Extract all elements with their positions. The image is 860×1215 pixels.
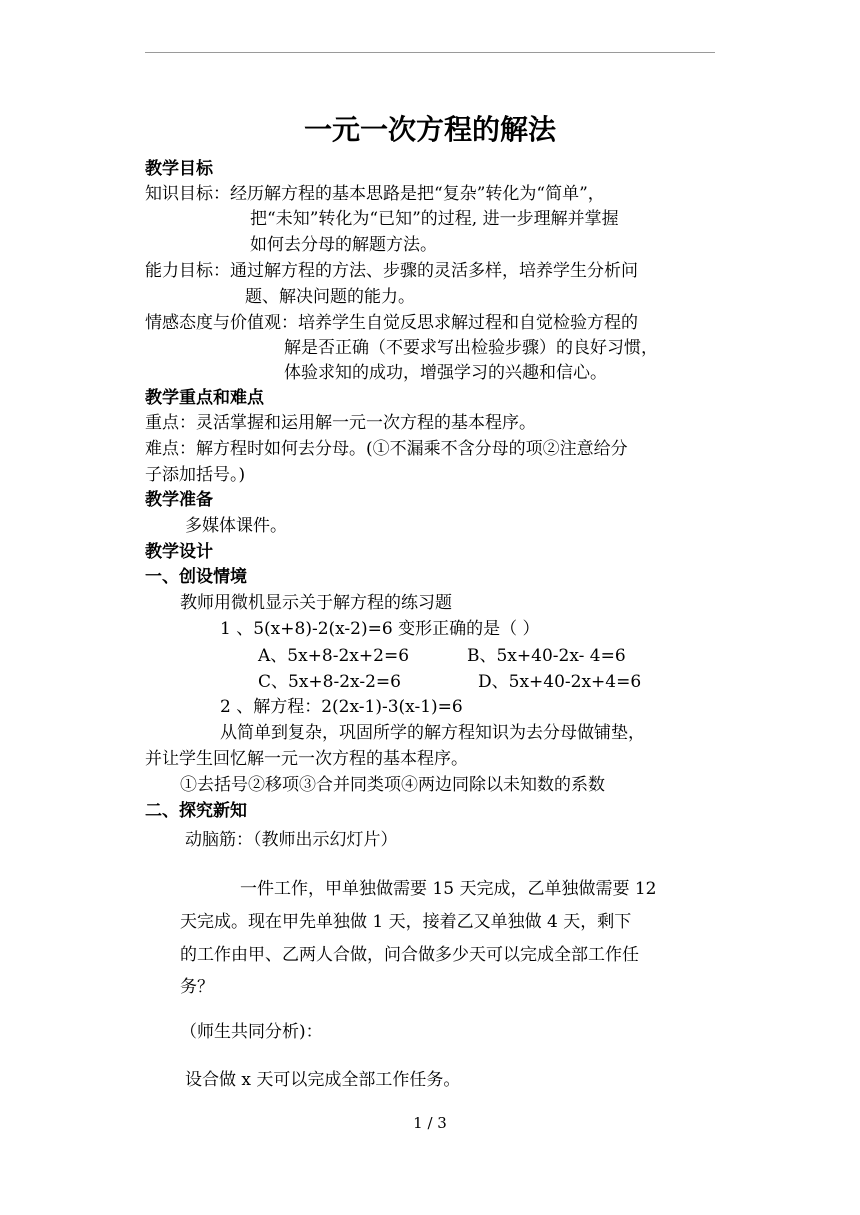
problem-line-3: 的工作由甲、乙两人合做，问合做多少天可以完成全部工作任 (180, 945, 639, 965)
section-1-heading: 一、创设情境 (145, 567, 247, 587)
explanation-line-1: 从简单到复杂，巩固所学的解方程知识为去分母做铺垫， (220, 723, 645, 743)
problem-line-4: 务？ (180, 977, 214, 997)
option-c: C、5x+8-2x-2=6 (258, 672, 401, 692)
knowledge-goal-line-3: 如何去分母的解题方法。 (250, 235, 437, 255)
knowledge-goal-line-1: 知识目标：经历解方程的基本思路是把“复杂”转化为“简单”， (145, 184, 605, 204)
option-b: B、5x+40-2x- 4=6 (467, 646, 626, 666)
document-title: 一元一次方程的解法 (303, 113, 556, 146)
difficulty-line-2: 子添加括号。) (145, 465, 246, 485)
heading-key-points: 教学重点和难点 (145, 388, 264, 408)
assumption-line: 设合做 x 天可以完成全部工作任务。 (185, 1070, 461, 1090)
attitude-goal-line-3: 体验求知的成功，增强学习的兴趣和信心。 (284, 363, 607, 383)
analysis-label: （师生共同分析)： (180, 1022, 323, 1042)
difficulty-line-1: 难点：解方程时如何去分母。(①不漏乘不含分母的项②注意给分 (145, 439, 628, 459)
option-a: A、5x+8-2x+2=6 (258, 646, 410, 666)
page-number: 1 / 3 (413, 1114, 447, 1132)
exercise-1: 1 、5(x+8)-2(x-2)=6 变形正确的是（ ） (220, 619, 540, 639)
procedure-steps: ①去括号②移项③合并同类项④两边同除以未知数的系数 (180, 775, 605, 795)
ability-goal-line-1: 能力目标：通过解方程的方法、步骤的灵活多样，培养学生分析问 (145, 261, 638, 281)
key-point-line: 重点：灵活掌握和运用解一元一次方程的基本程序。 (145, 413, 536, 433)
problem-line-1: 一件工作，甲单独做需要 15 天完成，乙单独做需要 12 (240, 879, 657, 899)
ability-goal-line-2: 题、解决问题的能力。 (245, 287, 415, 307)
knowledge-goal-line-2: 把“未知”转化为“已知”的过程, 进一步理解并掌握 (250, 209, 619, 229)
heading-teaching-design: 教学设计 (145, 542, 213, 562)
attitude-goal-line-1: 情感态度与价值观：培养学生自觉反思求解过程和自觉检验方程的 (145, 313, 638, 333)
explanation-line-2: 并让学生回忆解一元一次方程的基本程序。 (145, 749, 468, 769)
exercise-intro: 教师用微机显示关于解方程的练习题 (180, 593, 452, 613)
option-d: D、5x+40-2x+4=6 (478, 672, 642, 692)
preparation-line: 多媒体课件。 (185, 516, 287, 536)
heading-teaching-goals: 教学目标 (145, 159, 213, 179)
attitude-goal-line-2: 解是否正确（不要求写出检验步骤）的良好习惯， (284, 338, 658, 358)
brain-teaser: 动脑筋：（教师出示幻灯片） (185, 830, 398, 850)
header-rule (145, 52, 715, 53)
heading-preparation: 教学准备 (145, 490, 213, 510)
section-2-heading: 二、探究新知 (145, 801, 247, 821)
exercise-2: 2 、解方程：2(2x-1)-3(x-1)=6 (220, 697, 463, 717)
problem-line-2: 天完成。现在甲先单独做 1 天，接着乙又单独做 4 天，剩下 (180, 912, 632, 932)
